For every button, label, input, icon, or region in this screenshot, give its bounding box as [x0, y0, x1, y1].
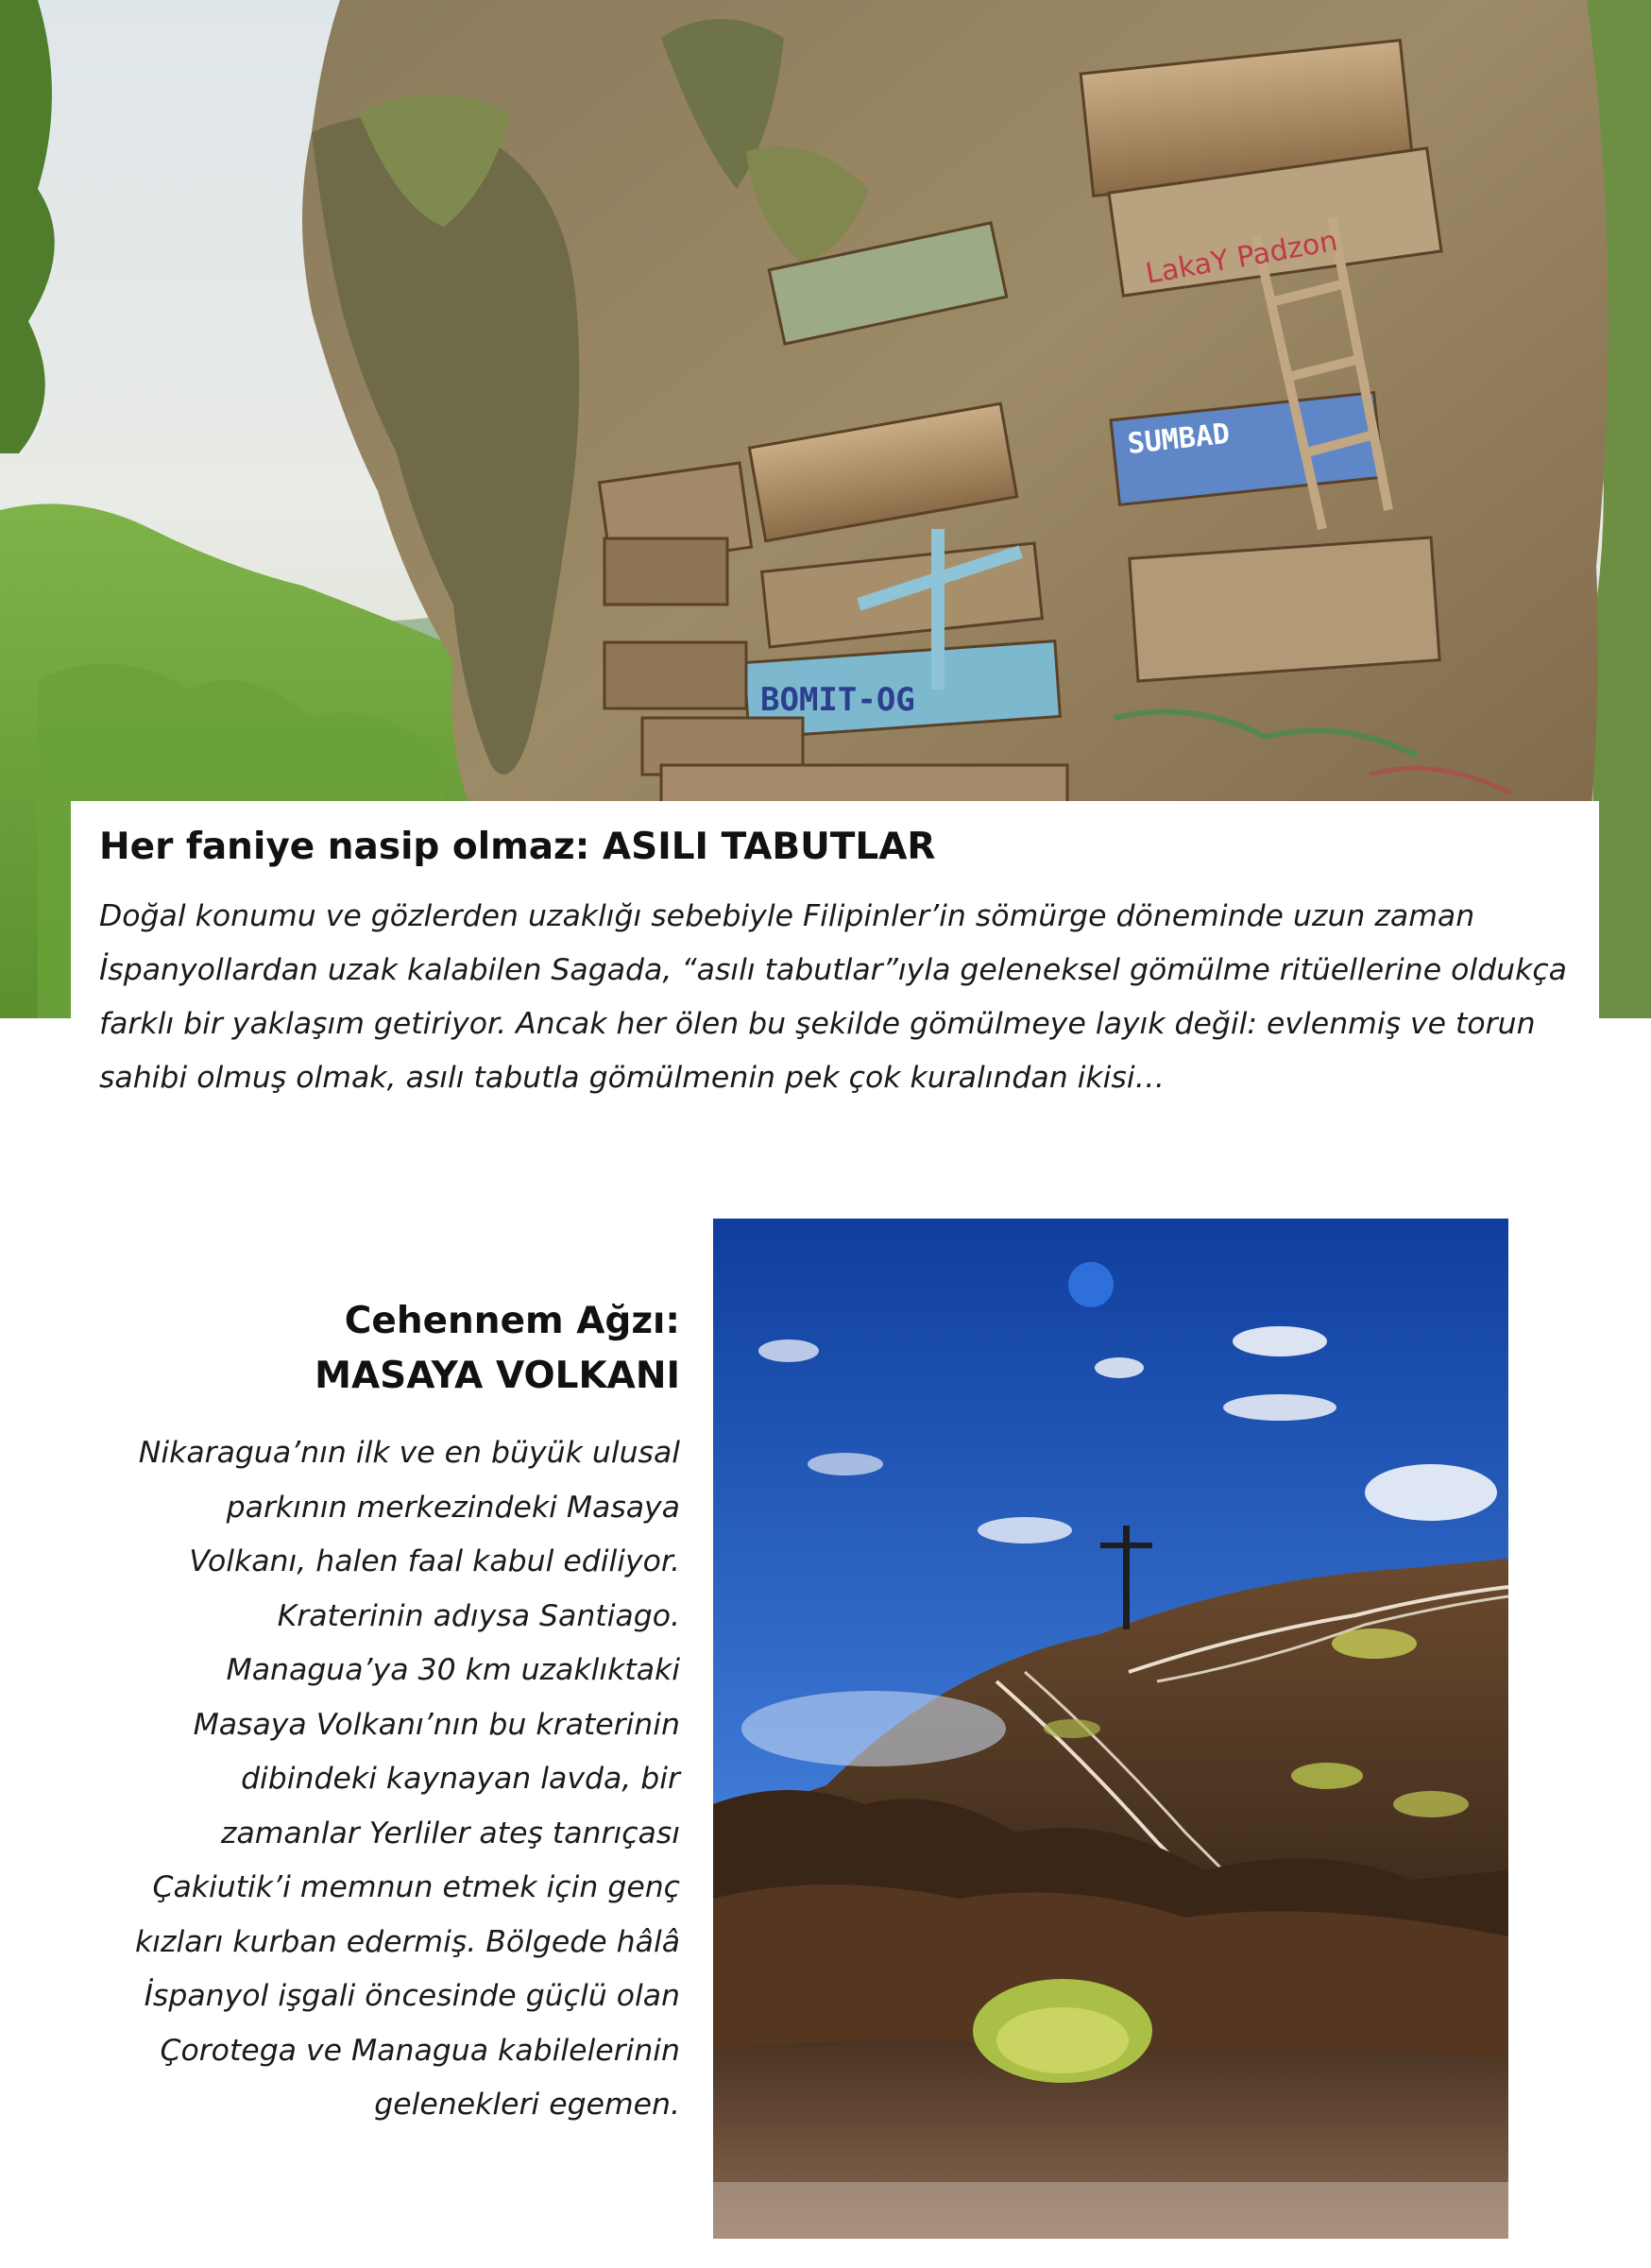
section1-title: Her faniye nasip olmaz: ASILI TABUTLAR [99, 826, 936, 868]
section2-title-line2: MASAYA VOLKANI [315, 1355, 680, 1397]
section2-body: Nikaragua’nın ilk ve en büyük ulusal parkının merkezindeki Masaya Volkanı, halen faal kabul ediliyor. Kraterinin adıysa Santiago. Managua’ya 30 km uzaklıktaki Masaya Volkanı’nın bu kraterinin dibindeki kaynayan lavda, bir zamanlar Yerliler ateş tanrıçası Çakiutik’i memnun etmek için genç kızları kurban edermiş. Bölgede hâlâ İspanyol işgali öncesinde güçlü olan Çorotega ve Managua kabilelerinin gelenekleri egemen. [134, 1436, 680, 2122]
svg-text:BOMIT-OG: BOMIT-OG [760, 681, 915, 719]
svg-text:LakaY Padzon: LakaY Padzon [1143, 224, 1340, 291]
section2-title-line1: Cehennem Ağzı: [344, 1300, 680, 1342]
svg-text:SUMBAD: SUMBAD [1126, 417, 1232, 461]
section2-title [113, 1294, 680, 1404]
section1-body: Doğal konumu ve gözlerden uzaklığı sebebiyle Filipinler’in sömürge döneminde uzun zaman İspanyollardan uzak kalabilen Sagada, “asılı tabutlar”ıyla geleneksel gömülme ritüellerine oldukça farklı bir yaklaşım getiriyor. Ancak her ölen bu şekilde gömülmeye layık değil: evlenmiş ve torun sahibi olmuş olmak, asılı tabutla gömülmenin pek çok kuralından ikisi… [99, 899, 1567, 1095]
masaya-volcano-photo [713, 1219, 1508, 2239]
